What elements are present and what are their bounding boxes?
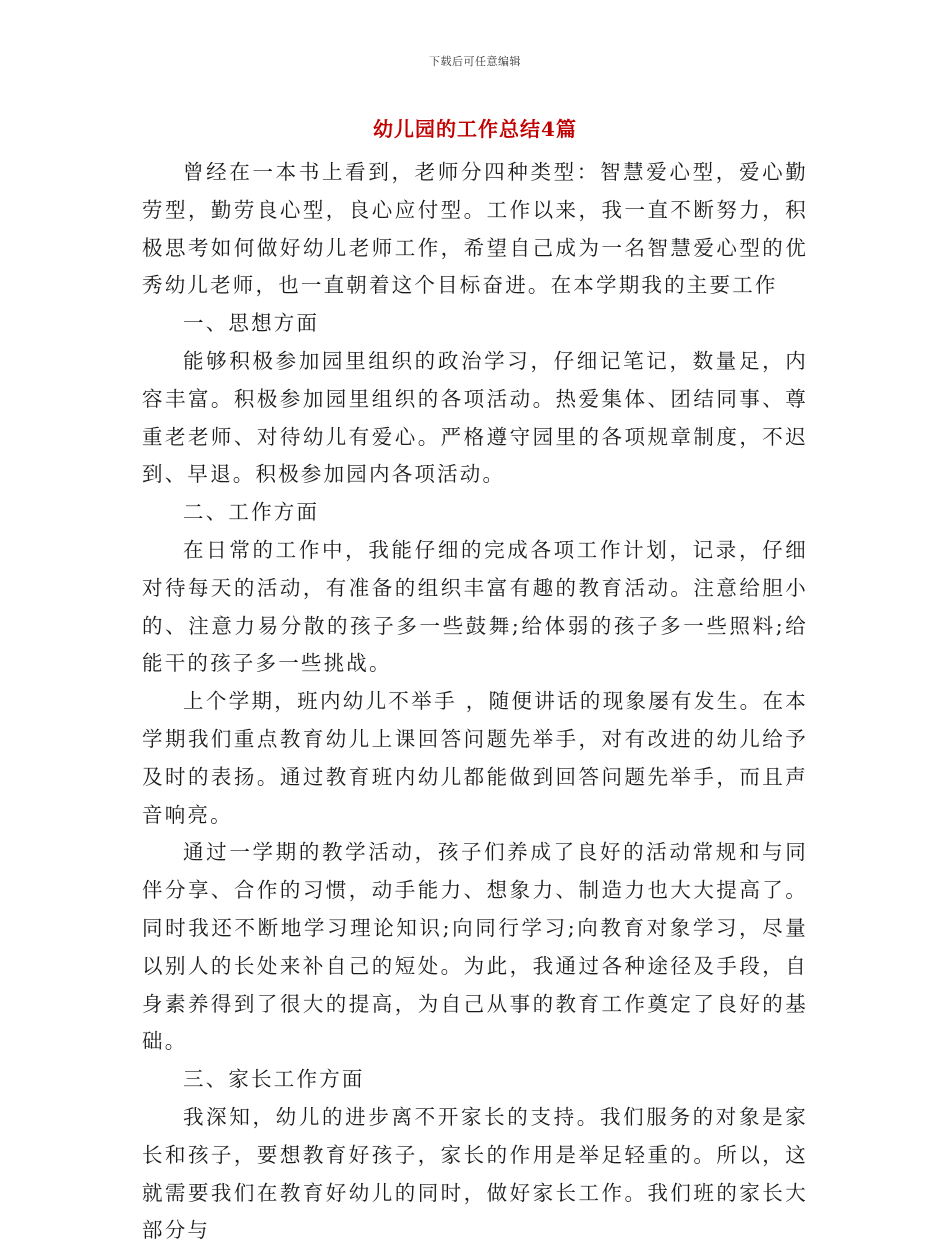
section-heading-parents: 三、家长工作方面 bbox=[183, 1067, 365, 1092]
document-title: 幼儿园的工作总结4篇 bbox=[373, 117, 577, 141]
document-body bbox=[142, 154, 808, 1250]
paragraph-thinking: 能够积极参加园里组织的政治学习，仔细记笔记，数量足，内容丰富。积极参加园里组织的各项活动。热爱集体、团结同事、尊重老老师、对待幼儿有爱心。严格遵守园里的各项规章制度，不迟到、早退。积极参加园内各项活动。 bbox=[142, 348, 808, 487]
paragraph-work-daily: 在日常的工作中，我能仔细的完成各项工作计划，记录，仔细对待每天的活动，有准备的组织丰富有趣的教育活动。注意给胆小的、注意力易分散的孩子多一些鼓舞;给体弱的孩子多一些照料;给能干的孩子多一些挑战。 bbox=[142, 537, 808, 676]
paragraph-intro: 曾经在一本书上看到，老师分四种类型：智慧爱心型，爱心勤劳型，勤劳良心型，良心应付型。工作以来，我一直不断努力，积极思考如何做好幼儿老师工作，希望自己成为一名智慧爱心型的优秀幼儿老师，也一直朝着这个目标奋进。在本学期我的主要工作 bbox=[142, 160, 808, 298]
paragraph-parents: 我深知，幼儿的进步离不开家长的支持。我们服务的对象是家长和孩子，要想教育好孩子，家长的作用是举足轻重的。所以，这就需要我们在教育好幼儿的同时，做好家长工作。我们班的家长大部分与 bbox=[142, 1104, 808, 1243]
page-header-note: 下载后可任意编辑 bbox=[429, 55, 521, 68]
section-heading-thinking: 一、思想方面 bbox=[183, 311, 320, 336]
paragraph-work-hands-up: 上个学期，班内幼儿不举手 ，随便讲话的现象屡有发生。在本学期我们重点教育幼儿上课回答问题先举手，对有改进的幼儿给予及时的表扬。通过教育班内幼儿都能做到回答问题先举手，而且声音响亮。 bbox=[142, 689, 808, 827]
paragraph-work-results: 通过一学期的教学活动，孩子们养成了良好的活动常规和与同伴分享、合作的习惯，动手能力、想象力、制造力也大大提高了。同时我还不断地学习理论知识;向同行学习;向教育对象学习，尽量以别人的长处来补自己的短处。为此，我通过各种途径及手段，自身素养得到了很大的提高，为自己从事的教育工作奠定了良好的基础。 bbox=[142, 840, 808, 1054]
section-heading-work: 二、工作方面 bbox=[183, 500, 320, 525]
